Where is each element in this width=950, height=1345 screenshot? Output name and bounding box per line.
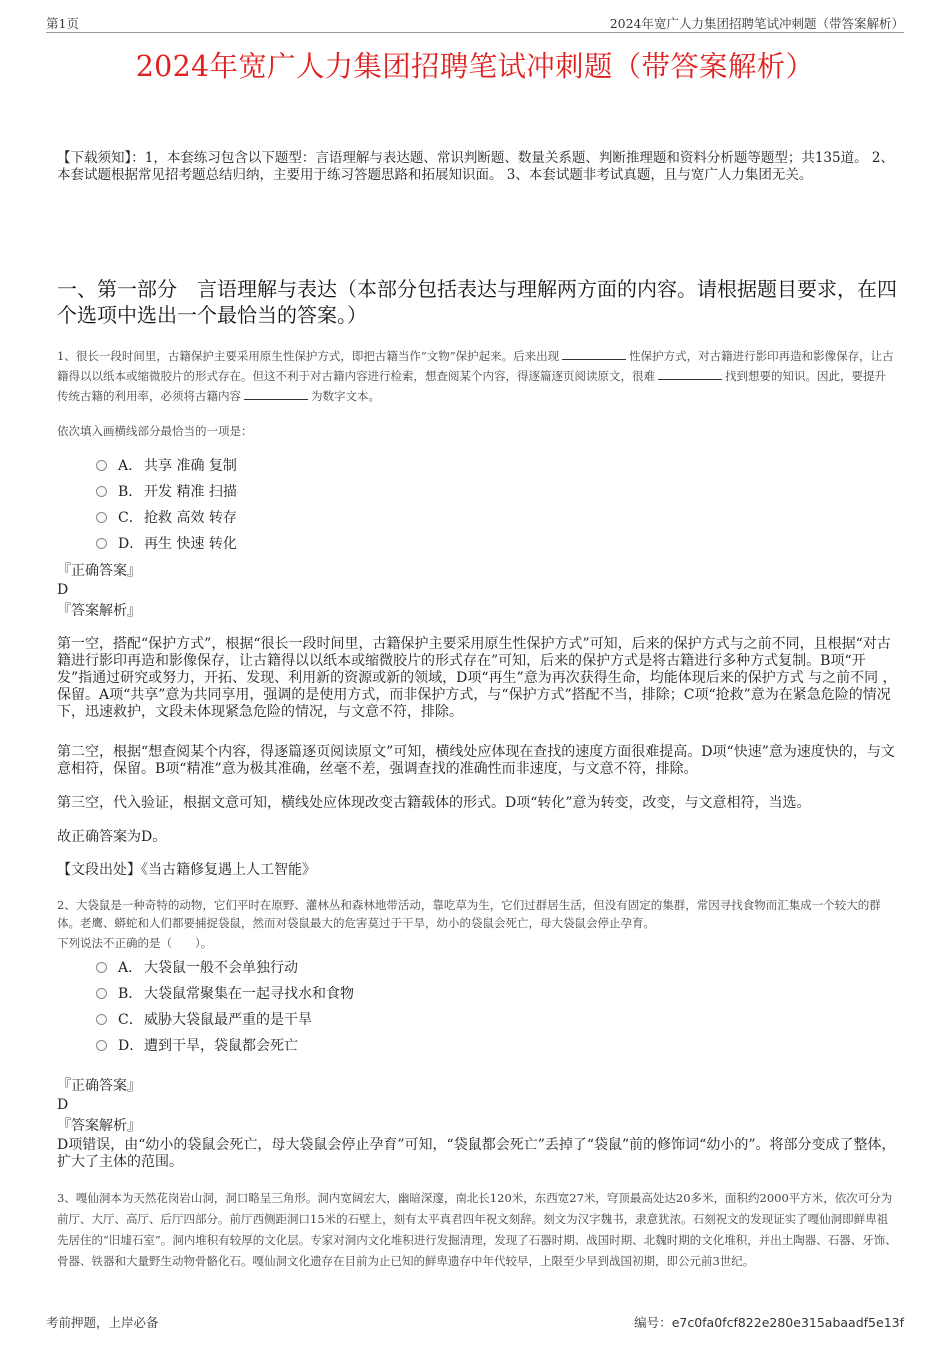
q1-option-c[interactable] <box>96 508 237 528</box>
q1-blank-2 <box>658 369 722 380</box>
radio-icon[interactable] <box>96 1040 107 1051</box>
option-letter: B． <box>118 484 143 500</box>
option-letter: C． <box>118 510 143 526</box>
option-text: 遭到干旱，袋鼠都会死亡 <box>144 1038 298 1054</box>
header-divider <box>46 32 904 33</box>
q2-option-d[interactable] <box>96 1036 298 1056</box>
footer-slogan: 考前押题，上岸必备 <box>46 1315 159 1330</box>
q1-answer-label: 『正确答案』 <box>57 563 141 579</box>
header-doc-title: 2024年宽广人力集团招聘笔试冲刺题（带答案解析） <box>609 16 904 31</box>
option-letter: B． <box>118 986 143 1002</box>
q1-analysis-paragraph-1: 第一空，搭配“保护方式”，根据“很长一段时间里，古籍保护主要采用原生性保护方式”可知，后来的保护方式与之前不同，且根据“对古籍进行影印再造和影像保存，让古籍得以以纸本或缩微胶片的形式存在”可知，后来的保护方式是将古籍进行多种方式复制。B项“开发”指通过研究或努力，开拓、发现、利用新的资源或新的领域，D项“再生”意为再次获得生命，均能体现后来的保护方式 与之前不同 ，保留。A项“共享”意为共同享用，强调的是使用方式，而非保护方式，与“保护方式”搭配不当，排除；C项“抢救”意为在紧急危险的情况下，迅速救护，文段未体现紧急危险的情况，与文意不符，排除。 <box>57 636 897 720</box>
question-2-prompt: 下列说法不正确的是（ ）。 <box>57 936 213 950</box>
q1-text-d: 为数字文本。 <box>311 389 380 403</box>
question-2-stem: 2、大袋鼠是一种奇特的动物，它们平时在原野、灌林丛和森林地带活动，靠吃草为生，它们过群居生活，但没有固定的集群，常因寻找食物而汇集成一个较大的群体。老鹰、蟒蛇和人们都要捕捉袋鼠，然而对袋鼠最大的危害莫过于干旱，幼小的袋鼠会死亡，母大袋鼠会停止孕育。 <box>57 898 881 930</box>
q2-answer-label: 『正确答案』 <box>57 1078 141 1094</box>
option-letter: D． <box>118 536 144 552</box>
q1-analysis-paragraph-3: 第三空，代入验证，根据文意可知，横线处应体现改变古籍载体的形式。D项“转化”意为转变，改变，与文意相符，当选。 <box>57 795 811 811</box>
option-letter: A． <box>118 960 143 976</box>
page-number: 第1页 <box>46 16 79 31</box>
q1-analysis-paragraph-2: 第二空，根据“想查阅某个内容，得逐篇逐页阅读原文”可知，横线处应体现在查找的速度方面很难提高。D项“快速”意为速度快的，与文意相符，保留。B项“精准”意为极其准确，丝毫不差，强调查找的准确性而非速度，与文意不符，排除。 <box>57 744 895 777</box>
option-text: 再生 快速 转化 <box>144 536 237 552</box>
q1-answer: D <box>57 582 69 598</box>
section-heading: 一、第一部分 言语理解与表达（本部分包括表达与理解两方面的内容。请根据题目要求，在四个选项中选出一个最恰当的答案。） <box>57 277 897 327</box>
q1-text-a: 1、很长一段时间里，古籍保护主要采用原生性保护方式，即把古籍当作“文物”保护起来。后来出现 <box>57 349 560 363</box>
q1-text-c: 找到想要的知识。因此，要提升传统古籍的利用率，必须将古籍内容 <box>57 369 886 403</box>
question-1-prompt: 依次填入画横线部分最恰当的一项是： <box>57 424 253 438</box>
q2-option-c[interactable] <box>96 1010 312 1030</box>
option-text: 共享 准确 复制 <box>144 458 237 474</box>
option-text: 威胁大袋鼠最严重的是干旱 <box>144 1012 312 1028</box>
option-letter: A． <box>118 458 143 474</box>
radio-icon[interactable] <box>96 460 107 471</box>
q2-analysis: D项错误，由“幼小的袋鼠会死亡，母大袋鼠会停止孕育”可知，“袋鼠都会死亡”丢掉了“袋鼠”前的修饰词“幼小的”。将部分变成了整体，扩大了主体的范围。 <box>57 1137 896 1170</box>
radio-icon[interactable] <box>96 1014 107 1025</box>
q1-option-d[interactable] <box>96 534 237 554</box>
option-letter: D． <box>118 1038 144 1054</box>
q1-text-b: 性保护方式，对古籍进行影印再造和影像保存，让古籍得以以纸本或缩微胶片的形式存在。但这不利于对古籍内容进行检索，想查阅某个内容，得逐篇逐页阅读原文，很难 <box>57 349 894 383</box>
q2-option-a[interactable] <box>96 958 298 978</box>
q1-blank-1 <box>562 349 626 360</box>
radio-icon[interactable] <box>96 988 107 999</box>
q1-conclusion: 故正确答案为D。 <box>57 829 167 845</box>
q2-option-b[interactable] <box>96 984 354 1004</box>
option-letter: C． <box>118 1012 143 1028</box>
q1-source: 【文段出处】《当古籍修复遇上人工智能》 <box>57 862 316 878</box>
option-text: 大袋鼠常聚集在一起寻找水和食物 <box>144 986 354 1002</box>
option-text: 抢救 高效 转存 <box>144 510 237 526</box>
option-text: 大袋鼠一般不会单独行动 <box>144 960 298 976</box>
footer-code <box>634 1313 904 1331</box>
question-1-stem <box>57 346 897 406</box>
option-text: 开发 精准 扫描 <box>144 484 237 500</box>
radio-icon[interactable] <box>96 962 107 973</box>
q1-option-b[interactable] <box>96 482 237 502</box>
footer-code-label: 编号： <box>634 1315 672 1330</box>
radio-icon[interactable] <box>96 512 107 523</box>
q1-option-a[interactable] <box>96 456 237 476</box>
footer-code-value: e7c0fa0fcf822e280e315abaadf5e13f <box>671 1315 904 1330</box>
download-notice: 【下载须知】：1，本套练习包含以下题型：言语理解与表达题、常识判断题、数量关系题、判断推理题和资料分析题等题型；共135道。 2、本套试题根据常见招考题总结归纳，主要用于练习答题思路和拓展知识面。 3、本套试题非考试真题，且与宽广人力集团无关。 <box>57 150 894 183</box>
page-title: 2024年宽广人力集团招聘笔试冲刺题（带答案解析） <box>135 50 815 83</box>
q1-analysis-label: 『答案解析』 <box>57 603 141 619</box>
radio-icon[interactable] <box>96 538 107 549</box>
q1-blank-3 <box>244 389 308 400</box>
q2-analysis-label: 『答案解析』 <box>57 1118 141 1134</box>
question-3-stem: 3、嘎仙洞本为天然花岗岩山洞，洞口略呈三角形。洞内宽阔宏大，幽暗深邃，南北长120米，东西宽27米，穹顶最高处达20多米，面积约2000平方米，依次可分为前厅、大厅、高厅、后厅四部分。前厅西侧距洞口15米的石壁上，刻有太平真君四年祝文刻辞。刻文为汉字魏书，隶意犹浓。石刻祝文的发现证实了嘎仙洞即鲜卑祖先居住的“旧墟石室”。洞内堆积有较厚的文化层。专家对洞内文化堆积进行发掘清理，发现了石器时期、战国时期、北魏时期的文化堆积，并出土陶器、石器、牙饰、骨器、铁器和大量野生动物骨骼化石。嘎仙洞文化遗存在目前为止已知的鲜卑遗存中年代较早，上限至少早到战国初期，即公元前3世纪。 <box>57 1191 897 1268</box>
radio-icon[interactable] <box>96 486 107 497</box>
q2-answer: D <box>57 1097 69 1113</box>
